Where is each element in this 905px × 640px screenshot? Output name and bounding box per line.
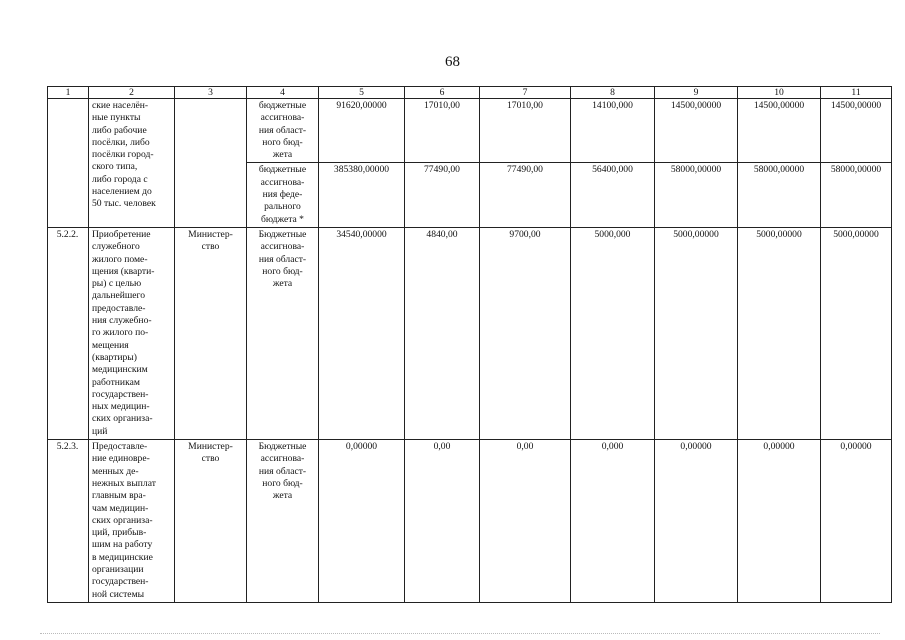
item-name: Предоставле- ние единовре- менных де- нежных выплат главным вра- чам медицин- ских организа- ций, прибыв- шим на работу в медицинские организации государствен- ной системы xyxy=(89,440,175,603)
table-row xyxy=(48,440,892,603)
value-col5: 34540,00000 xyxy=(319,227,405,439)
value-col7: 0,00 xyxy=(480,440,571,603)
value-col8: 0,000 xyxy=(571,440,655,603)
value-col7: 17010,00 xyxy=(480,99,571,163)
col-header: 5 xyxy=(319,87,405,99)
value-col8: 5000,000 xyxy=(571,227,655,439)
funding-source: Бюджетные ассигнова- ния област- ного бюд- жета xyxy=(247,440,319,603)
col-header: 2 xyxy=(89,87,175,99)
value-col9: 14500,00000 xyxy=(655,99,738,163)
value-col10: 0,00000 xyxy=(738,440,821,603)
col-header: 10 xyxy=(738,87,821,99)
col-header: 6 xyxy=(405,87,480,99)
column-number-row xyxy=(48,87,892,99)
col-header: 1 xyxy=(48,87,89,99)
value-col5: 0,00000 xyxy=(319,440,405,603)
value-col6: 0,00 xyxy=(405,440,480,603)
value-col7: 9700,00 xyxy=(480,227,571,439)
col-header: 3 xyxy=(175,87,247,99)
item-executor: Министер- ство xyxy=(175,440,247,603)
value-col10: 5000,00000 xyxy=(738,227,821,439)
value-col8: 56400,000 xyxy=(571,163,655,227)
value-col11: 14500,00000 xyxy=(821,99,892,163)
value-col6: 4840,00 xyxy=(405,227,480,439)
item-code: 5.2.2. xyxy=(48,227,89,439)
col-header: 8 xyxy=(571,87,655,99)
value-col5: 91620,00000 xyxy=(319,99,405,163)
value-col9: 58000,00000 xyxy=(655,163,738,227)
value-col11: 5000,00000 xyxy=(821,227,892,439)
item-executor xyxy=(175,99,247,228)
value-col5: 385380,00000 xyxy=(319,163,405,227)
item-name: ские населён- ные пункты либо рабочие посёлки, либо посёлки город- ского типа, либо города с населением до 50 тыс. человек xyxy=(89,99,175,228)
item-code xyxy=(48,99,89,228)
value-col11: 0,00000 xyxy=(821,440,892,603)
col-header: 11 xyxy=(821,87,892,99)
value-col9: 5000,00000 xyxy=(655,227,738,439)
value-col7: 77490,00 xyxy=(480,163,571,227)
value-col10: 14500,00000 xyxy=(738,99,821,163)
table-row xyxy=(48,99,892,163)
col-header: 9 xyxy=(655,87,738,99)
item-code: 5.2.3. xyxy=(48,440,89,603)
value-col6: 17010,00 xyxy=(405,99,480,163)
value-col6: 77490,00 xyxy=(405,163,480,227)
scan-edge-line xyxy=(40,633,880,636)
page-number: 68 xyxy=(445,54,460,70)
col-header: 7 xyxy=(480,87,571,99)
value-col8: 14100,000 xyxy=(571,99,655,163)
funding-source: бюджетные ассигнова- ния област- ного бюд- жета xyxy=(247,99,319,163)
value-col10: 58000,00000 xyxy=(738,163,821,227)
funding-source: Бюджетные ассигнова- ния област- ного бюд- жета xyxy=(247,227,319,439)
col-header: 4 xyxy=(247,87,319,99)
budget-table xyxy=(47,86,892,603)
value-col9: 0,00000 xyxy=(655,440,738,603)
item-executor: Министер- ство xyxy=(175,227,247,439)
value-col11: 58000,00000 xyxy=(821,163,892,227)
item-name: Приобретение служебного жилого поме- щения (кварти- ры) с целью дальнейшего предоставле- ния служебно- го жилого по- мещения (квартиры) медицинским работникам государствен- ных медицин- ских организа- ций xyxy=(89,227,175,439)
table-row xyxy=(48,227,892,439)
funding-source: бюджетные ассигнова- ния феде- рального бюджета * xyxy=(247,163,319,227)
